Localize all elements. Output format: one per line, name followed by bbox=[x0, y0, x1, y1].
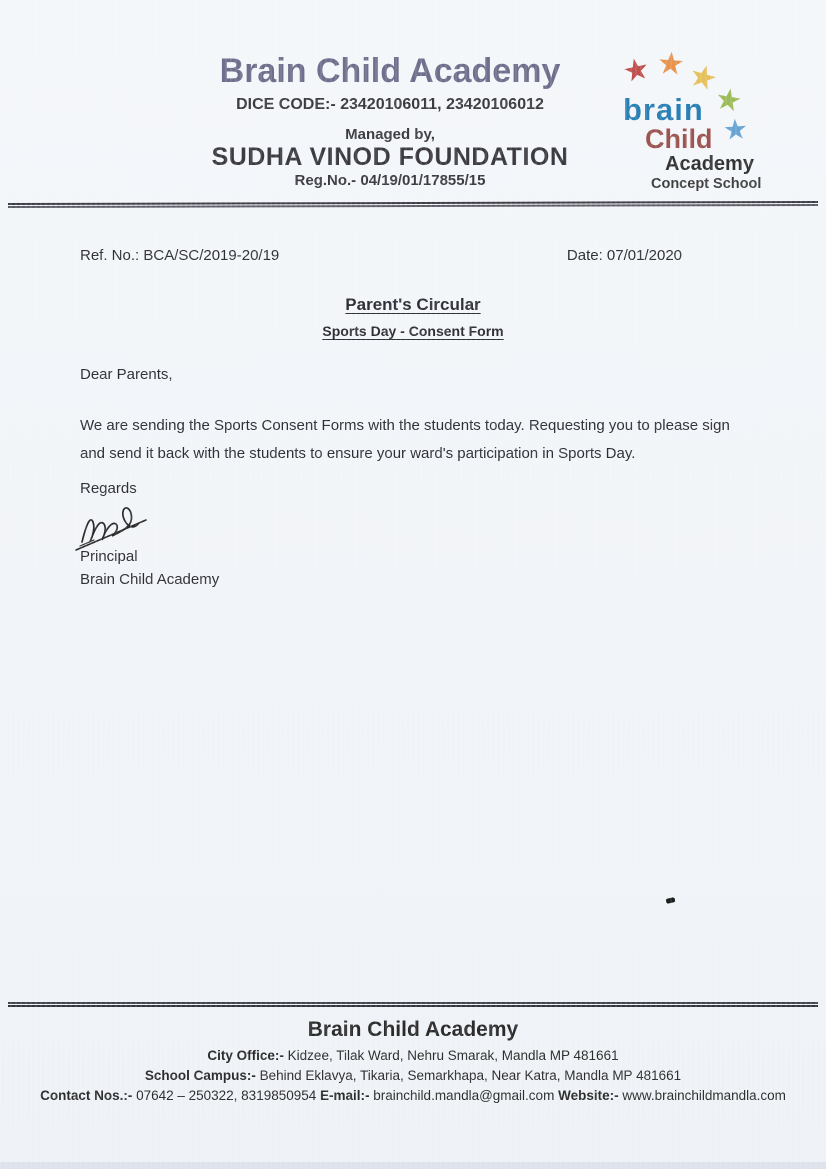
star-icon bbox=[620, 54, 653, 89]
reference-date-row bbox=[80, 247, 682, 264]
city-office-value: Kidzee, Tilak Ward, Nehru Smarak, Mandla MP 481661 bbox=[283, 1048, 619, 1063]
footer-contact-line bbox=[0, 1088, 826, 1103]
star-icon bbox=[656, 47, 686, 80]
reference-number-text: Ref. No.: BCA/SC/2019-20/19 bbox=[80, 247, 280, 264]
date-text: Date: 07/01/2020 bbox=[566, 247, 682, 264]
city-office-label: City Office:- bbox=[207, 1048, 284, 1063]
salutation-text: Dear Parents, bbox=[80, 366, 173, 383]
circular-title-text: Parent's Circular bbox=[345, 295, 481, 314]
email-value: brainchild.mandla@gmail.com bbox=[369, 1088, 559, 1103]
signer-organization-text: Brain Child Academy bbox=[80, 571, 220, 588]
school-logo bbox=[615, 48, 780, 203]
logo-tagline: Concept School bbox=[651, 176, 762, 192]
ink-speck-artifact bbox=[666, 897, 676, 904]
letter-paragraph: We are sending the Sports Consent Forms with the students today. Requesting you to please sign and send it back with the students to ensure your ward's participation in Sports Day. bbox=[80, 417, 730, 462]
school-campus-value: Behind Eklavya, Tikaria, Semarkhapa, Near Katra, Mandla MP 481661 bbox=[255, 1068, 682, 1083]
email-label: E-mail:- bbox=[320, 1088, 370, 1103]
school-campus-label: School Campus:- bbox=[144, 1068, 256, 1083]
circular-title bbox=[0, 295, 826, 315]
logo-word-academy: Academy bbox=[665, 153, 754, 175]
dice-code-text: DICE CODE:- 23420106011, 23420106012 bbox=[236, 95, 544, 113]
foundation-name-text: SUDHA VINOD FOUNDATION bbox=[211, 142, 569, 171]
school-name-heading: Brain Child Academy bbox=[219, 52, 561, 90]
website-label: Website:- bbox=[558, 1088, 619, 1103]
footer-school-campus-line bbox=[0, 1068, 826, 1083]
website-value: www.brainchildmandla.com bbox=[618, 1088, 786, 1103]
signer-title-text: Principal bbox=[80, 548, 138, 565]
star-icon bbox=[722, 115, 749, 145]
registration-number-text: Reg.No.- 04/19/01/17855/15 bbox=[294, 171, 486, 189]
contact-value: 07642 – 250322, 8319850954 bbox=[132, 1088, 321, 1103]
footer-city-office-line bbox=[0, 1048, 826, 1063]
logo-word-brain: brain bbox=[623, 92, 704, 127]
footer-school-name: Brain Child Academy bbox=[307, 1018, 519, 1041]
circular-subtitle bbox=[0, 323, 826, 339]
managed-by-text: Managed by, bbox=[345, 125, 435, 143]
footer-divider bbox=[8, 1002, 818, 1007]
closing-text: Regards bbox=[80, 480, 137, 497]
circular-subtitle-text: Sports Day - Consent Form bbox=[322, 323, 504, 339]
contact-label: Contact Nos.:- bbox=[40, 1088, 133, 1103]
logo-word-child: Child bbox=[645, 124, 713, 154]
scan-edge-strip bbox=[0, 1162, 826, 1169]
header-divider bbox=[8, 201, 818, 208]
principal-signature bbox=[74, 502, 170, 554]
